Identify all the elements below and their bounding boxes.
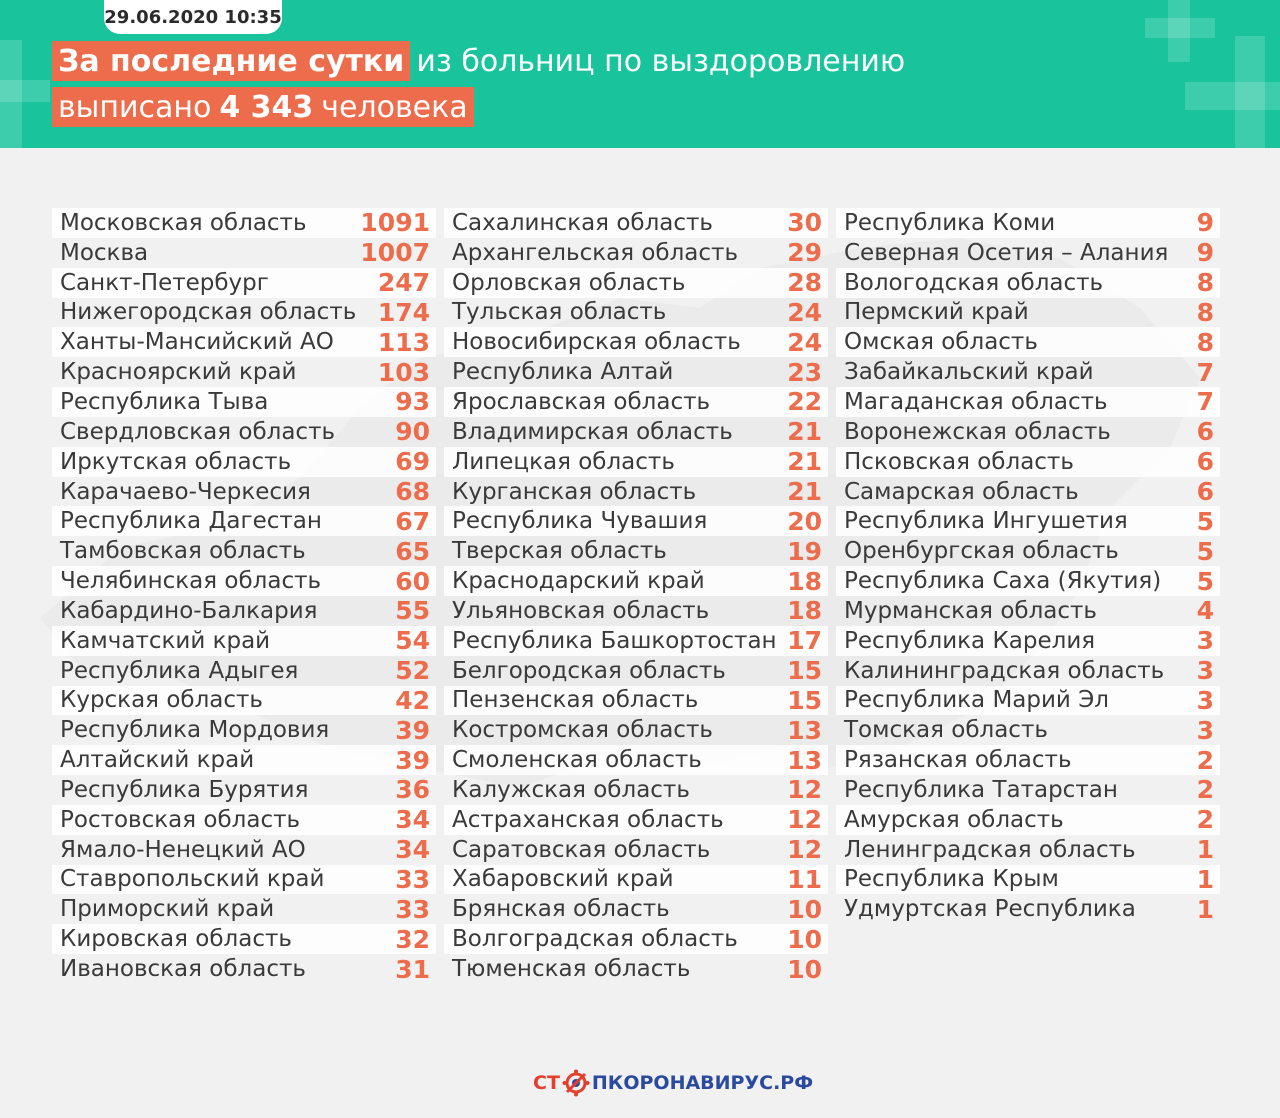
plus-decoration-icon [0, 40, 50, 148]
region-row [444, 805, 828, 835]
region-value: 6 [1196, 447, 1214, 477]
region-name: Карачаево-Черкесия [60, 478, 311, 505]
region-value: 113 [377, 327, 430, 357]
region-row [52, 865, 436, 895]
region-row [836, 298, 1220, 328]
region-name: Свердловская область [60, 418, 336, 445]
region-value: 52 [395, 656, 430, 686]
region-value: 24 [787, 297, 822, 327]
region-row [444, 298, 828, 328]
region-row [444, 715, 828, 745]
region-value: 68 [395, 477, 430, 507]
region-value: 7 [1196, 357, 1214, 387]
region-name: Приморский край [60, 896, 275, 923]
region-value: 34 [395, 835, 430, 865]
region-value: 1 [1196, 894, 1214, 924]
region-name: Курганская область [452, 478, 697, 505]
region-name: Рязанская область [844, 747, 1072, 774]
region-name: Томская область [844, 717, 1048, 744]
region-row [836, 775, 1220, 805]
region-row [444, 835, 828, 865]
region-row [444, 924, 828, 954]
region-row [836, 238, 1220, 268]
region-name: Тульская область [452, 299, 667, 326]
region-name: Брянская область [452, 896, 670, 923]
region-name: Новосибирская область [452, 329, 741, 356]
region-value: 1007 [360, 238, 430, 268]
region-row [836, 656, 1220, 686]
region-name: Мурманская область [844, 597, 1097, 624]
region-value: 21 [787, 447, 822, 477]
region-name: Республика Дагестан [60, 508, 322, 535]
region-row [52, 536, 436, 566]
region-row [836, 686, 1220, 716]
region-value: 10 [787, 954, 822, 984]
headline-rest: из больниц по выздоровлению [416, 43, 906, 79]
region-row [836, 417, 1220, 447]
region-name: Липецкая область [452, 448, 675, 475]
region-name: Пермский край [844, 299, 1029, 326]
region-value: 42 [395, 685, 430, 715]
region-row [52, 775, 436, 805]
region-name: Республика Коми [844, 209, 1056, 236]
region-row [836, 626, 1220, 656]
region-value: 12 [787, 805, 822, 835]
region-value: 22 [787, 387, 822, 417]
stopcoronavirus-logo [533, 1066, 813, 1100]
total-recovered-number: 4 343 [219, 89, 314, 125]
region-value: 6 [1196, 417, 1214, 447]
region-name: Москва [60, 239, 149, 266]
region-name: Удмуртская Республика [844, 896, 1136, 923]
region-value: 20 [787, 506, 822, 536]
region-value: 36 [395, 775, 430, 805]
region-value: 10 [787, 924, 822, 954]
region-row [52, 805, 436, 835]
region-name: Ханты-Мансийский АО [60, 329, 334, 356]
region-value: 65 [395, 536, 430, 566]
region-row [444, 417, 828, 447]
region-row [444, 477, 828, 507]
region-name: Республика Бурятия [60, 776, 309, 803]
region-row [52, 357, 436, 387]
region-row [836, 596, 1220, 626]
region-value: 21 [787, 477, 822, 507]
region-name: Тверская область [452, 538, 667, 565]
region-row [52, 894, 436, 924]
region-value: 69 [395, 447, 430, 477]
region-row [444, 894, 828, 924]
region-value: 15 [787, 685, 822, 715]
region-name: Республика Алтай [452, 359, 674, 386]
region-value: 11 [787, 864, 822, 894]
region-row [836, 805, 1220, 835]
region-name: Сахалинская область [452, 209, 713, 236]
region-value: 9 [1196, 238, 1214, 268]
region-value: 90 [395, 417, 430, 447]
region-name: Оренбургская область [844, 538, 1119, 565]
region-row [52, 924, 436, 954]
region-row [444, 596, 828, 626]
region-name: Ярославская область [452, 388, 711, 415]
region-value: 12 [787, 775, 822, 805]
region-row [52, 566, 436, 596]
region-name: Республика Адыгея [60, 657, 299, 684]
region-name: Алтайский край [60, 747, 255, 774]
region-row [836, 715, 1220, 745]
region-name: Кировская область [60, 926, 292, 953]
region-name: Костромская область [452, 717, 713, 744]
region-row [52, 268, 436, 298]
region-name: Волгоградская область [452, 926, 738, 953]
region-value: 3 [1196, 626, 1214, 656]
region-value: 15 [787, 656, 822, 686]
region-name: Северная Осетия – Алания [844, 239, 1169, 266]
region-value: 5 [1196, 566, 1214, 596]
region-name: Омская область [844, 329, 1038, 356]
region-value: 21 [787, 417, 822, 447]
region-name: Калужская область [452, 776, 690, 803]
region-value: 3 [1196, 715, 1214, 745]
region-value: 29 [787, 238, 822, 268]
region-value: 103 [377, 357, 430, 387]
region-row [52, 596, 436, 626]
region-row [52, 327, 436, 357]
region-name: Забайкальский край [844, 359, 1094, 386]
region-row [836, 477, 1220, 507]
headline-highlight: За последние сутки [52, 41, 410, 81]
region-value: 8 [1196, 327, 1214, 357]
region-value: 13 [787, 745, 822, 775]
region-value: 54 [395, 626, 430, 656]
region-name: Владимирская область [452, 418, 733, 445]
region-value: 12 [787, 835, 822, 865]
region-value: 24 [787, 327, 822, 357]
region-value: 34 [395, 805, 430, 835]
region-row [52, 477, 436, 507]
region-row [444, 268, 828, 298]
region-row [52, 238, 436, 268]
region-row [52, 715, 436, 745]
region-name: Ивановская область [60, 956, 306, 983]
region-name: Республика Башкортостан [452, 627, 777, 654]
region-row [52, 656, 436, 686]
region-value: 4 [1196, 596, 1214, 626]
region-value: 3 [1196, 656, 1214, 686]
region-name: Нижегородская область [60, 299, 357, 326]
region-name: Тамбовская область [60, 538, 306, 565]
region-name: Курская область [60, 687, 263, 714]
region-name: Ростовская область [60, 806, 301, 833]
region-row [836, 208, 1220, 238]
logo-text-right: ПКОРОНАВИРУС.РФ [591, 1072, 814, 1094]
region-row [444, 238, 828, 268]
region-value: 5 [1196, 536, 1214, 566]
region-name: Хабаровский край [452, 866, 674, 893]
region-value: 10 [787, 894, 822, 924]
region-row [444, 506, 828, 536]
region-value: 39 [395, 715, 430, 745]
region-value: 247 [377, 268, 430, 298]
region-row [444, 745, 828, 775]
region-row [52, 835, 436, 865]
region-value: 31 [395, 954, 430, 984]
region-value: 6 [1196, 477, 1214, 507]
region-row [444, 954, 828, 984]
region-name: Белгородская область [452, 657, 726, 684]
region-row [52, 686, 436, 716]
region-value: 8 [1196, 297, 1214, 327]
region-value: 7 [1196, 387, 1214, 417]
region-name: Амурская область [844, 806, 1064, 833]
region-name: Кабардино-Балкария [60, 597, 318, 624]
region-name: Санкт-Петербург [60, 269, 269, 296]
region-value: 1 [1196, 864, 1214, 894]
region-value: 18 [787, 596, 822, 626]
region-name: Республика Саха (Якутия) [844, 568, 1162, 595]
region-name: Республика Крым [844, 866, 1059, 893]
region-name: Тюменская область [452, 956, 691, 983]
region-name: Астраханская область [452, 806, 724, 833]
region-value: 8 [1196, 268, 1214, 298]
subheadline-highlight [52, 87, 474, 127]
region-row [836, 357, 1220, 387]
region-value: 5 [1196, 506, 1214, 536]
region-name: Иркутская область [60, 448, 292, 475]
regions-column-3 [836, 208, 1220, 924]
region-name: Республика Чувашия [452, 508, 708, 535]
region-value: 33 [395, 894, 430, 924]
region-value: 9 [1196, 208, 1214, 238]
region-row [836, 835, 1220, 865]
virus-icon [562, 1069, 590, 1097]
region-name: Магаданская область [844, 388, 1108, 415]
region-row [52, 447, 436, 477]
region-name: Московская область [60, 209, 307, 236]
region-name: Челябинская область [60, 568, 322, 595]
region-value: 30 [787, 208, 822, 238]
headline [52, 41, 905, 81]
region-row [444, 686, 828, 716]
region-value: 174 [377, 297, 430, 327]
region-name: Республика Тыва [60, 388, 269, 415]
region-value: 28 [787, 268, 822, 298]
region-value: 18 [787, 566, 822, 596]
subheadline [52, 87, 474, 127]
region-value: 19 [787, 536, 822, 566]
region-row [444, 865, 828, 895]
region-row [52, 417, 436, 447]
region-row [444, 566, 828, 596]
region-name: Самарская область [844, 478, 1079, 505]
regions-column-1 [52, 208, 436, 984]
region-row [836, 327, 1220, 357]
region-row [52, 745, 436, 775]
region-row [52, 954, 436, 984]
region-row [52, 208, 436, 238]
region-row [444, 327, 828, 357]
region-name: Ленинградская область [844, 836, 1136, 863]
region-value: 17 [787, 626, 822, 656]
header-banner [0, 0, 1280, 148]
region-row [836, 536, 1220, 566]
region-row [52, 626, 436, 656]
region-value: 2 [1196, 745, 1214, 775]
region-name: Красноярский край [60, 359, 297, 386]
region-name: Ставропольский край [60, 866, 325, 893]
subheadline-prefix: выписано [58, 89, 212, 125]
region-row [836, 745, 1220, 775]
region-name: Калининградская область [844, 657, 1165, 684]
region-row [836, 865, 1220, 895]
region-value: 33 [395, 864, 430, 894]
region-name: Ямало-Ненецкий АО [60, 836, 306, 863]
region-row [444, 626, 828, 656]
region-value: 13 [787, 715, 822, 745]
subheadline-suffix: человека [321, 89, 468, 125]
region-name: Республика Карелия [844, 627, 1096, 654]
region-row [444, 387, 828, 417]
region-value: 1091 [360, 208, 430, 238]
region-name: Республика Татарстан [844, 776, 1118, 803]
region-row [836, 387, 1220, 417]
region-value: 60 [395, 566, 430, 596]
region-name: Орловская область [452, 269, 686, 296]
region-name: Республика Ингушетия [844, 508, 1128, 535]
region-row [52, 298, 436, 328]
logo-text-left: СТ [533, 1072, 560, 1094]
region-row [836, 268, 1220, 298]
region-value: 55 [395, 596, 430, 626]
region-name: Республика Мордовия [60, 717, 330, 744]
region-row [444, 447, 828, 477]
region-name: Архангельская область [452, 239, 738, 266]
region-value: 2 [1196, 775, 1214, 805]
region-name: Республика Марий Эл [844, 687, 1109, 714]
regions-column-2 [444, 208, 828, 984]
region-value: 23 [787, 357, 822, 387]
region-name: Вологодская область [844, 269, 1104, 296]
region-row [444, 536, 828, 566]
region-name: Пензенская область [452, 687, 699, 714]
region-row [52, 506, 436, 536]
region-row [444, 208, 828, 238]
region-name: Псковская область [844, 448, 1074, 475]
date-label: 29.06.2020 10:35 [104, 0, 282, 34]
region-name: Воронежская область [844, 418, 1111, 445]
region-row [444, 775, 828, 805]
region-name: Ульяновская область [452, 597, 710, 624]
region-row [836, 566, 1220, 596]
region-row [836, 894, 1220, 924]
region-name: Камчатский край [60, 627, 271, 654]
region-value: 39 [395, 745, 430, 775]
region-value: 1 [1196, 835, 1214, 865]
region-value: 2 [1196, 805, 1214, 835]
region-row [444, 656, 828, 686]
plus-decoration-icon [1185, 36, 1280, 148]
region-value: 32 [395, 924, 430, 954]
region-value: 93 [395, 387, 430, 417]
region-row [52, 387, 436, 417]
region-name: Смоленская область [452, 747, 702, 774]
region-row [836, 447, 1220, 477]
region-value: 3 [1196, 685, 1214, 715]
region-row [836, 506, 1220, 536]
region-name: Краснодарский край [452, 568, 705, 595]
region-value: 67 [395, 506, 430, 536]
region-row [444, 357, 828, 387]
region-name: Саратовская область [452, 836, 711, 863]
